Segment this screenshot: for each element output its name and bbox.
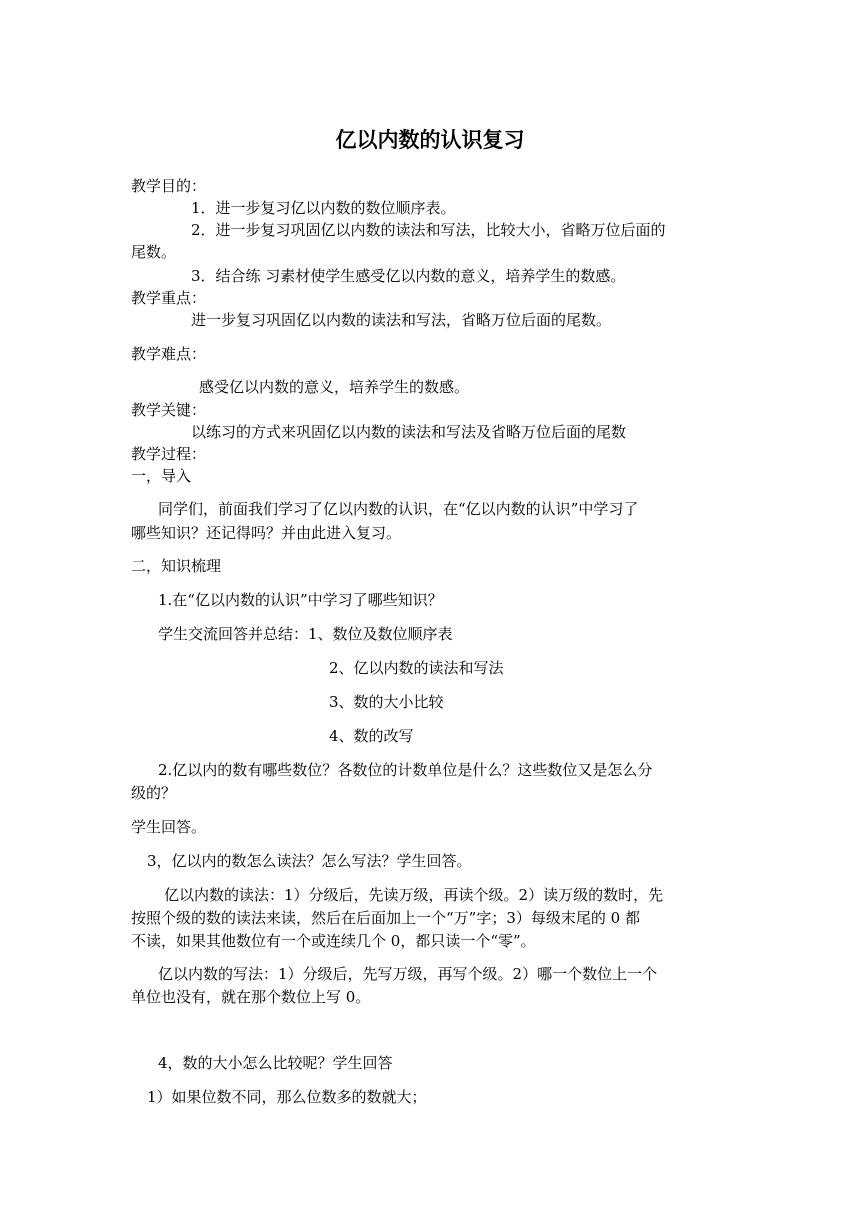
section-1-heading: 一，导入 [131,467,192,485]
writing-rule-line-2: 单位也没有，就在那个数位上写 0。 [131,988,371,1006]
question-4: 4，数的大小怎么比较呢？学生回答 [158,1054,393,1072]
difficulties-text: 感受亿以内数的意义，培养学生的数感。 [199,378,470,396]
writing-rule-line-1: 亿以内数的写法：1）分级后，先写万级，再写个级。2）哪一个数位上一个 [158,965,658,983]
question-1: 1.在“亿以内数的认识”中学习了哪些知识？ [158,591,443,609]
answer-item-3: 3、数的大小比较 [329,693,444,711]
key-points-heading: 教学重点： [131,289,207,307]
answer-item-4: 4、数的改写 [329,727,414,745]
section-2-heading: 二，知识梳理 [131,557,222,575]
objective-item-3: 3．结合练 习素材使学生感受亿以内数的意义，培养学生的数感。 [191,267,626,285]
objective-item-1: 1．进一步复习亿以内数的数位顺序表。 [191,199,456,217]
answer-intro: 学生交流回答并总结：1、数位及数位顺序表 [158,625,453,643]
comparison-rule-1: 1）如果位数不同，那么位数多的数就大； [147,1088,427,1106]
key-points-text: 进一步复习巩固亿以内数的读法和写法，省略万位后面的尾数。 [191,311,612,329]
question-2-line-2: 级的？ [131,784,177,802]
question-2-line-1: 2.亿以内的数有哪些数位？各数位的计数单位是什么？这些数位又是怎么分 [158,761,653,779]
process-heading: 教学过程： [131,445,207,463]
difficulties-heading: 教学难点： [131,345,207,363]
objective-item-2-line-2: 尾数。 [131,243,177,261]
question-3: 3，亿以内的数怎么读法？怎么写法？学生回答。 [147,852,472,870]
reading-rule-line-3: 不读，如果其他数位有一个或连续几个 0，都只读一个“零”。 [131,932,536,950]
document-title: 亿以内数的认识复习 [335,128,525,152]
objective-item-2-line-1: 2．进一步复习巩固亿以内数的读法和写法，比较大小，省略万位后面的 [191,221,666,239]
question-2-answer: 学生回答。 [131,818,207,836]
reading-rule-line-1: 亿以内数的读法：1）分级后，先读万级，再读个级。2）读万级的数时，先 [164,886,664,904]
intro-paragraph-line-1: 同学们，前面我们学习了亿以内数的认识，在“亿以内数的认识”中学习了 [158,500,639,518]
key-text: 以练习的方式来巩固亿以内数的读法和写法及省略万位后面的尾数 [191,423,627,441]
intro-paragraph-line-2: 哪些知识？还记得吗？并由此进入复习。 [131,524,402,542]
objectives-heading: 教学目的： [131,177,207,195]
key-heading: 教学关键： [131,401,207,419]
answer-item-2: 2、亿以内数的读法和写法 [329,659,504,677]
reading-rule-line-2: 按照个级的数的读法来读，然后在后面加上一个“万”字；3）每级末尾的 0 都 [131,909,640,927]
